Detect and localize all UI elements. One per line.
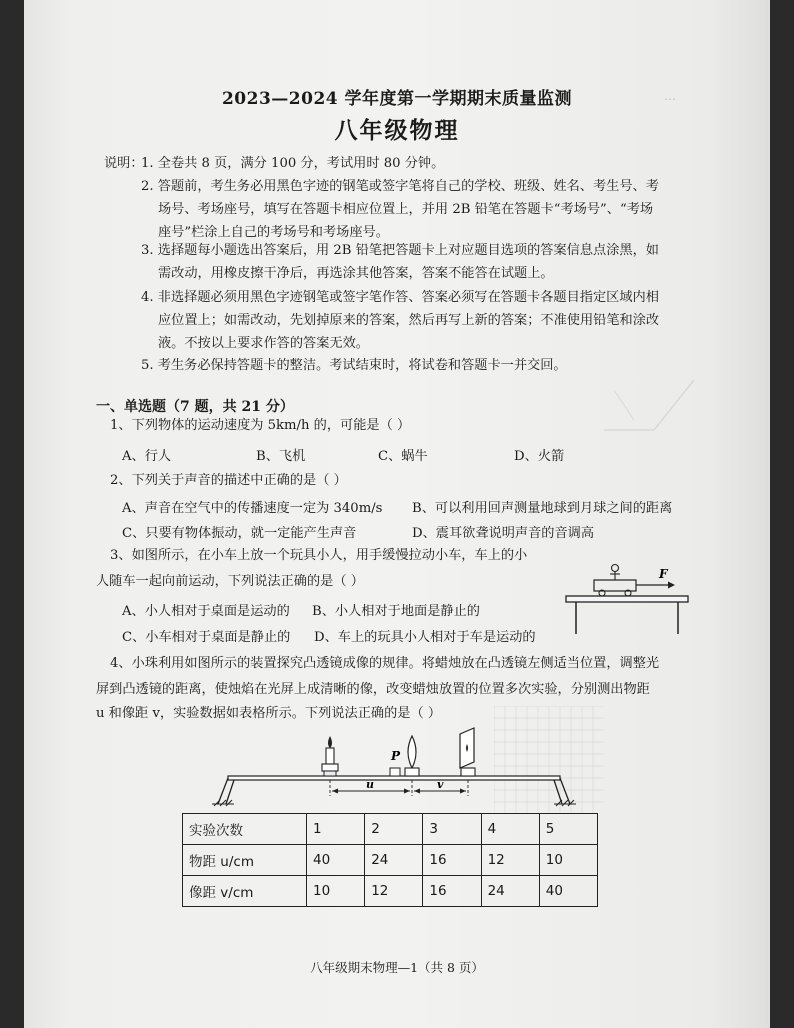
instruction-line: 1. 全卷共 8 页，满分 100 分，考试用时 80 分钟。 [141, 156, 445, 171]
table-cell: 1 [307, 814, 365, 845]
question-2-stem: 2、下列关于声音的描述中正确的是（ ） [110, 473, 347, 488]
table-cell: 12 [481, 845, 539, 876]
exam-title: 2023—2024 学年度第一学期期末质量监测 [221, 89, 573, 109]
candle-flame [328, 736, 332, 748]
force-arrowhead [668, 582, 675, 589]
instruction-line: 需改动，用橡皮擦干净后，再选涂其他答案，答案不能答在试题上。 [158, 266, 554, 281]
question-1-option-b: B、飞机 [256, 449, 306, 464]
table-cell: 12 [365, 876, 423, 907]
subject-title: 八年级物理 [334, 117, 460, 144]
question-3-option-a: A、小人相对于桌面是运动的 [122, 604, 290, 619]
candle-holder [322, 764, 338, 771]
question-1-stem: 1、下列物体的运动速度为 5km/h 的，可能是（ ） [110, 418, 411, 433]
question-3-stem: 人随车一起向前运动，下列说法正确的是（ ） [96, 574, 364, 589]
optical-bench-figure [204, 722, 584, 814]
v-label: v [437, 778, 444, 791]
table-cell: 物距 u/cm [183, 845, 307, 876]
point-p-marker [390, 768, 400, 776]
lens-holder [405, 768, 419, 776]
instruction-line: 4. 非选择题必须用黑色字迹钢笔或签字笔作答、答案必须写在答题卡各题目指定区域内相 [141, 290, 659, 305]
table-cell: 4 [481, 814, 539, 845]
rail-support-hatch [554, 800, 576, 806]
question-4-stem: u 和像距 v，实验数据如表格所示。下列说法正确的是（ ） [96, 706, 442, 721]
table-row [183, 845, 598, 876]
force-label: F [659, 567, 668, 581]
instruction-line: 场号、考场座号，填写在答题卡相应位置上，并用 2B 铅笔在答题卡“考场号”、“考场 [158, 202, 654, 217]
table-row [183, 876, 598, 907]
instructions-label: 说明： [104, 156, 144, 171]
question-2-option-c: C、只要有物体振动，就一定能产生声音 [122, 526, 357, 541]
question-2-option-d: D、震耳欲聋说明声音的音调高 [412, 526, 595, 541]
cart-on-table-figure [562, 558, 692, 638]
question-3-stem: 3、如图所示，在小车上放一个玩具小人，用手缓慢拉动小车，车上的小 [110, 548, 528, 563]
question-1-option-a: A、行人 [122, 449, 172, 464]
table-row [183, 814, 598, 845]
cart-body [594, 580, 636, 591]
table-cell: 40 [307, 845, 365, 876]
instruction-line: 座号”栏涂上自己的考场号和考场座号。 [158, 225, 389, 240]
optical-rail [228, 776, 560, 780]
table-top [566, 596, 688, 602]
point-p-label: P [391, 749, 401, 763]
table-cell: 5 [539, 814, 597, 845]
table-cell: 16 [423, 876, 481, 907]
table-cell: 40 [539, 876, 597, 907]
question-2-option-b: B、可以利用回声测量地球到月球之间的距离 [412, 501, 673, 516]
rail-support-left [226, 780, 234, 804]
candle-slider [324, 771, 336, 776]
table-cell: 像距 v/cm [183, 876, 307, 907]
u-label: u [366, 778, 374, 791]
table-cell: 实验次数 [183, 814, 307, 845]
screen-holder [461, 768, 475, 776]
table-cell: 24 [481, 876, 539, 907]
instruction-line: 5. 考生务必保持答题卡的整洁。考试结束时，将试卷和答题卡一并交回。 [141, 358, 567, 373]
table-cell: 3 [423, 814, 481, 845]
table-cell: 10 [539, 845, 597, 876]
instruction-line: 应位置上；如需改动，先划掉原来的答案，然后再写上新的答案；不准使用铅笔和涂改 [158, 313, 660, 328]
table-cell: 10 [307, 876, 365, 907]
candle [326, 748, 334, 764]
question-2-option-a: A、声音在空气中的传播速度一定为 340m/s [122, 501, 383, 516]
question-3-option-b: B、小人相对于地面是静止的 [312, 604, 480, 619]
page-footer: 八年级期末物理—1（共 8 页） [310, 960, 484, 975]
instruction-line: 3. 选择题每小题选出答案后，用 2B 铅笔把答题卡上对应题目选项的答案信息点涂黑，如 [141, 243, 659, 258]
bleed-through-figure [594, 360, 714, 450]
experiment-data-table [182, 813, 598, 907]
table-cell: 16 [423, 845, 481, 876]
exam-page [24, 0, 770, 1028]
bleed-through-mark: ⋯ [664, 92, 676, 106]
instruction-line: 2. 答题前，考生务必用黑色字迹的钢笔或签字笔将自己的学校、班级、姓名、考生号、考 [141, 179, 659, 194]
question-3-option-d: D、车上的玩具小人相对于车是运动的 [314, 630, 536, 645]
question-3-option-c: C、小车相对于桌面是静止的 [122, 630, 291, 645]
v-dimension-arrow [414, 789, 420, 794]
instruction-line: 液。不按以上要求作答的答案无效。 [158, 336, 369, 351]
question-1-option-d: D、火箭 [514, 449, 565, 464]
table-cell: 2 [365, 814, 423, 845]
section-title: 一、单选题（7 题，共 21 分） [96, 399, 294, 415]
table-cell: 24 [365, 845, 423, 876]
v-dimension-arrow [460, 789, 466, 794]
rail-support-right [554, 780, 562, 804]
question-4-stem: 屏到凸透镜的距离，使烛焰在光屏上成清晰的像，改变蜡烛放置的位置多次实验，分别测出物距 [96, 682, 650, 697]
rail-support-hatch [212, 800, 234, 806]
u-dimension-arrow [332, 789, 338, 794]
question-4-stem: 4、小珠利用如图所示的装置探究凸透镜成像的规律。将蜡烛放在凸透镜左侧适当位置，调整光 [110, 656, 660, 671]
convex-lens [408, 736, 416, 768]
u-dimension-arrow [404, 789, 410, 794]
toy-figure-head [612, 565, 619, 572]
question-1-option-c: C、蜗牛 [378, 449, 428, 464]
